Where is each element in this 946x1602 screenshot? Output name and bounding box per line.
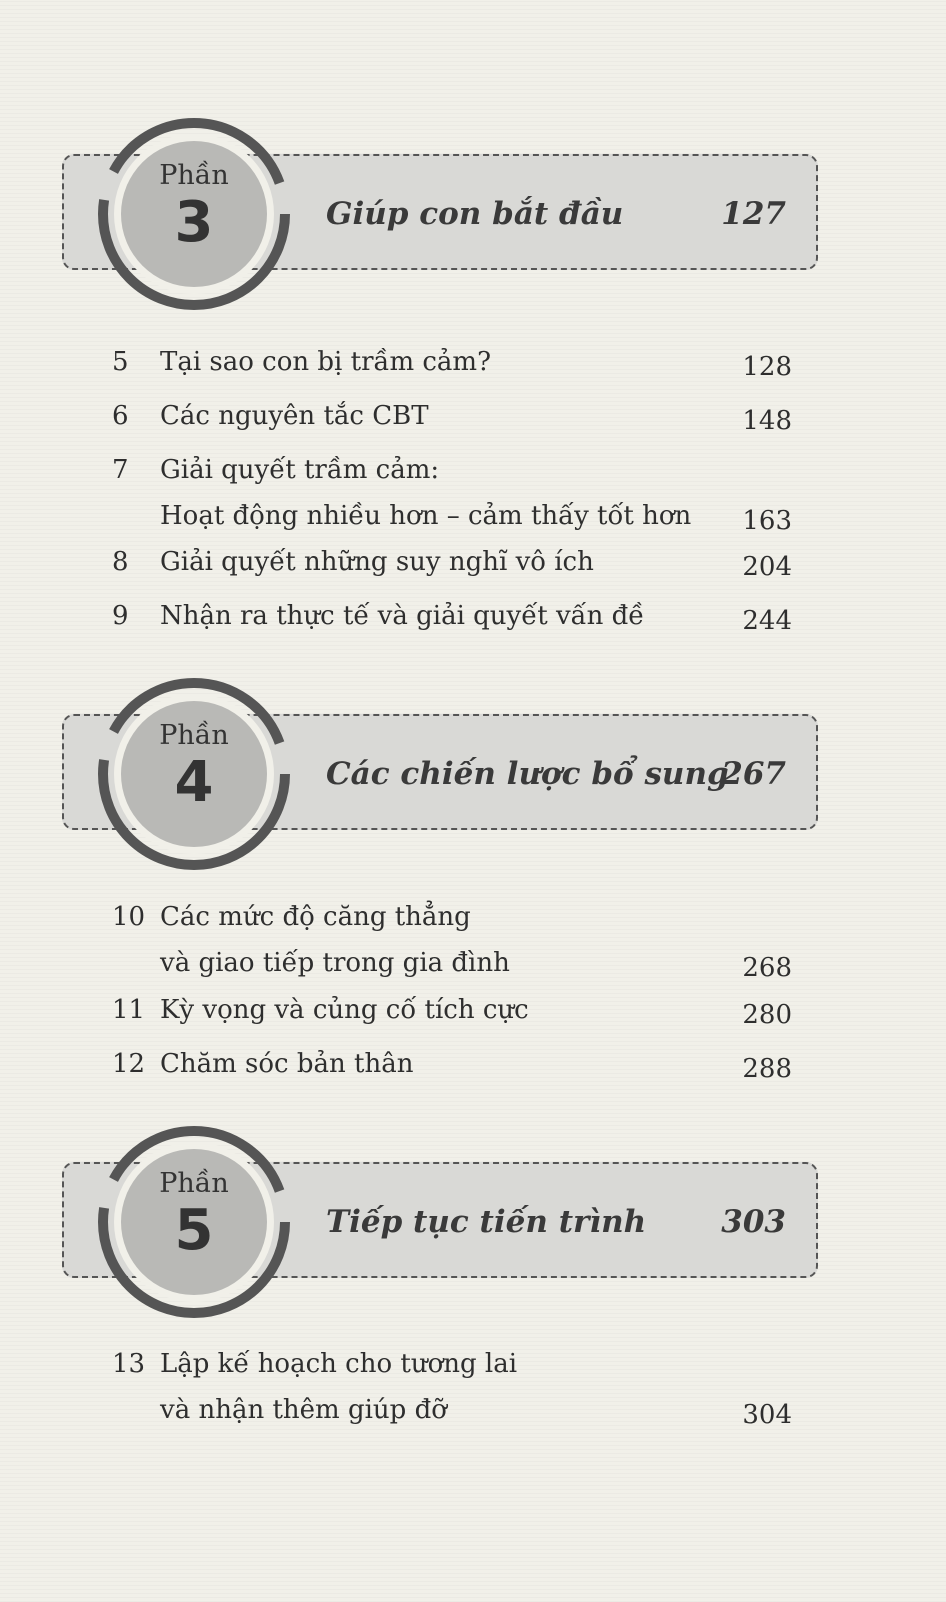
part-5-header (62, 1124, 922, 1324)
part-page-number: 127 (721, 196, 786, 232)
chapter-title: Các mức độ căng thẳng và giao tiếp trong gia đình (160, 902, 510, 978)
chapter-title: Tại sao con bị trầm cảm? (160, 347, 492, 377)
part-page-number: 267 (721, 756, 786, 792)
chapter-number: 8 (112, 547, 129, 577)
part-badge (94, 1122, 294, 1322)
chapter-title: Giải quyết những suy nghĩ vô ích (160, 547, 594, 577)
chapter-page: 280 (742, 1000, 792, 1030)
chapter-title: Các nguyên tắc CBT (160, 401, 429, 431)
toc-entry[interactable] (112, 897, 792, 989)
part-label: Phần (159, 720, 229, 751)
chapter-number: 10 (112, 902, 146, 932)
toc-entry[interactable] (112, 1344, 792, 1436)
chapter-page: 204 (742, 552, 792, 582)
chapter-page: 268 (742, 953, 792, 983)
toc-entry[interactable] (112, 596, 792, 642)
part-4-header (62, 676, 922, 876)
chapter-page: 128 (742, 352, 792, 382)
chapter-title: Chăm sóc bản thân (160, 1049, 414, 1079)
part-label: Phần (159, 160, 229, 191)
part-badge (94, 674, 294, 874)
toc-entry[interactable] (112, 1044, 792, 1090)
chapter-page: 163 (742, 506, 792, 536)
chapter-number: 6 (112, 401, 129, 431)
part-title: Các chiến lược bổ sung (326, 756, 729, 792)
part-label: Phần (159, 1168, 229, 1199)
part-badge (94, 114, 294, 314)
chapter-page: 244 (742, 606, 792, 636)
part-title: Tiếp tục tiến trình (326, 1204, 647, 1240)
chapter-number: 13 (112, 1349, 146, 1379)
chapter-title: Nhận ra thực tế và giải quyết vấn đề (160, 601, 645, 631)
part-3-header (62, 116, 922, 316)
chapter-title: Kỳ vọng và củng cố tích cực (160, 995, 529, 1025)
chapter-page: 304 (742, 1400, 792, 1430)
part-title: Giúp con bắt đầu (326, 196, 624, 232)
chapter-number: 5 (112, 347, 129, 377)
part-number: 5 (174, 1198, 214, 1263)
toc-entry[interactable] (112, 342, 792, 388)
toc-entry[interactable] (112, 990, 792, 1036)
toc-entry[interactable] (112, 542, 792, 588)
chapter-title: Lập kế hoạch cho tương lai và nhận thêm giúp đỡ (160, 1349, 518, 1425)
chapter-title: Giải quyết trầm cảm: Hoạt động nhiều hơn – cảm thấy tốt hơn (160, 455, 692, 531)
chapter-page: 148 (742, 406, 792, 436)
part-number: 3 (174, 190, 214, 255)
part-number: 4 (174, 750, 214, 815)
toc-entry[interactable] (112, 450, 792, 542)
toc-entry[interactable] (112, 396, 792, 442)
chapter-page: 288 (742, 1054, 792, 1084)
chapter-number: 7 (112, 455, 129, 485)
part-page-number: 303 (721, 1204, 786, 1240)
chapter-number: 11 (112, 995, 146, 1025)
chapter-number: 9 (112, 601, 129, 631)
chapter-number: 12 (112, 1049, 146, 1079)
